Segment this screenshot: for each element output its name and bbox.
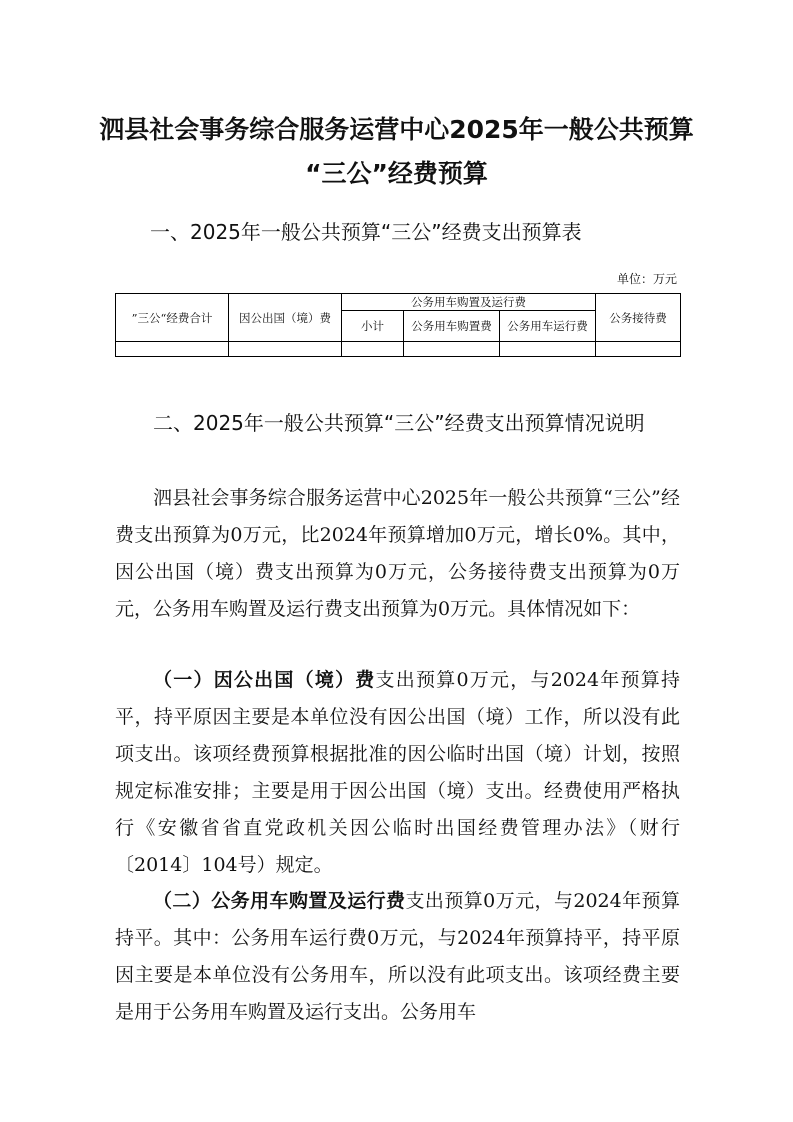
table-cell (404, 342, 500, 357)
header-total: ”三公“经费合计 (116, 294, 229, 342)
header-operation: 公务用车运行费 (500, 311, 596, 342)
unit-label: 单位：万元 (616, 272, 677, 286)
section1-heading: 一、2025年一般公共预算“三公”经费支出预算表 (150, 220, 582, 244)
document-title (40, 108, 753, 196)
header-reception: 公务接待费 (596, 294, 681, 342)
table-cell (229, 342, 342, 357)
paragraph-vehicle (115, 883, 680, 1031)
table-cell (342, 342, 404, 357)
paragraph-summary: 泗县社会事务综合服务运营中心2025年一般公共预算“三公”经费支出预算为0万元，比2024年预算增加0万元，增长0%。其中，因公出国（境）费支出预算为0万元，公务接待费支出预算为0万元，公务用车购置及运行费支出预算为0万元。具体情况如下： (115, 487, 680, 620)
header-abroad: 因公出国（境）费 (229, 294, 342, 342)
header-subtotal: 小计 (342, 311, 404, 342)
budget-table (115, 293, 681, 357)
section2-heading: 二、2025年一般公共预算“三公”经费支出预算情况说明 (153, 411, 645, 435)
title-line-1: 泗县社会事务综合服务运营中心2025年一般公共预算 (99, 115, 694, 144)
header-purchase: 公务用车购置费 (404, 311, 500, 342)
paragraph-vehicle-heading: （二）公务用车购置及运行费 (153, 890, 406, 912)
header-vehicle-group: 公务用车购置及运行费 (342, 294, 596, 311)
paragraph-abroad-text: 支出预算0万元，与2024年预算持平，持平原因主要是本单位没有因公出国（境）工作，所以没有此项支出。该项经费预算根据批准的因公临时出国（境）计划，按照规定标准安排；主要是用于因公出国（境）支出。经费使用严格执行《安徽省省直党政机关因公临时出国经费管理办法》（财行〔2014〕104号）规定。 (115, 669, 680, 876)
title-line-2: “三公”经费预算 (305, 159, 488, 188)
table-cell (596, 342, 681, 357)
table-cell (500, 342, 596, 357)
table-cell (116, 342, 229, 357)
paragraph-vehicle-text: 支出预算0万元，与2024年预算持平。其中：公务用车运行费0万元，与2024年预算持平，持平原因主要是本单位没有公务用车，所以没有此项支出。该项经费主要是用于公务用车购置及运行支出。公务用车 (115, 890, 680, 1023)
paragraph-abroad-heading: （一）因公出国（境）费 (153, 669, 376, 691)
paragraph-abroad (115, 662, 680, 884)
